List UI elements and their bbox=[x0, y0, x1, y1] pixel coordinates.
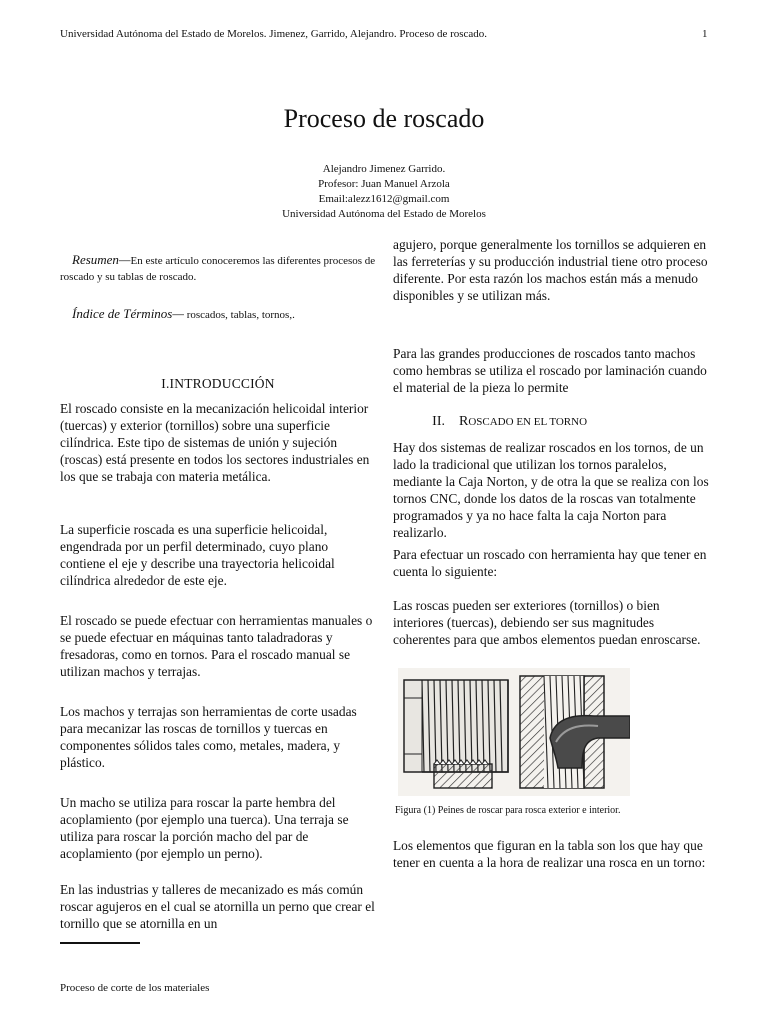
index-terms-text: roscados, tablas, tornos,. bbox=[183, 309, 295, 321]
section-2-paragraph: Hay dos sistemas de realizar roscados en los tornos, de un lado la tradicional que utilizan los tornos paralelos, mediante la Caja Norton, y de otra la que se realiza con los tornos CNC, donde los datos de la roscas van totalmente programados y ya no hace falta la caja Norton para realizarlo. bbox=[393, 440, 709, 540]
author-institution: Universidad Autónoma del Estado de Morelos bbox=[282, 208, 486, 220]
section-1-paragraph: El roscado se puede efectuar con herramientas manuales o se puede efectuar en máquinas tanto taladradoras y fresadoras, como en tornos. Para el roscado manual se utilizan machos y terrajas. bbox=[60, 613, 373, 679]
running-header: Universidad Autónoma del Estado de Morelos. Jimenez, Garrido, Alejandro. Proceso de roscado. bbox=[60, 28, 488, 40]
abstract-label: Resumen— bbox=[72, 252, 131, 267]
footnote: Proceso de corte de los materiales bbox=[60, 982, 210, 994]
paper-title: Proceso de roscado bbox=[283, 104, 485, 133]
thread-comb-illustration bbox=[398, 668, 630, 796]
section-2-number: II. bbox=[432, 414, 445, 429]
right-column-paragraph: agujero, porque generalmente los tornillos se adquieren en las ferreterías y su producción industrial tiene otro proceso diferente. Por esta razón los machos están más a menudo disponibles y se utilizan más. bbox=[393, 237, 708, 303]
author-block bbox=[0, 162, 768, 222]
section-1-paragraph: La superficie roscada es una superficie helicoidal, engendrada por un perfil determinado, cuyo plano contiene el eje y describe una trayectoria helicoidal cilíndrica alrededor de este eje. bbox=[60, 522, 335, 588]
author-name: Alejandro Jimenez Garrido. bbox=[322, 163, 446, 175]
figure-caption: Figura (1) Peines de roscar para rosca exterior e interior. bbox=[395, 805, 621, 816]
section-2-heading bbox=[393, 414, 711, 430]
section-2-title-initial: R bbox=[459, 414, 469, 429]
thread-comb-figure bbox=[398, 668, 630, 796]
index-terms-label: Índice de Términos— bbox=[72, 306, 184, 321]
footnote-rule bbox=[60, 942, 140, 944]
abstract-text: En este artículo conoceremos las diferentes procesos de roscado y su tablas de roscado. bbox=[60, 255, 376, 283]
abstract bbox=[60, 252, 378, 285]
author-email: Email:alezz1612@gmail.com bbox=[318, 193, 450, 205]
section-1-paragraph: En las industrias y talleres de mecanizado es más común roscar agujeros en el cual se atornilla un perno que crear el tornillo que se atornilla en un bbox=[60, 882, 375, 931]
author-professor: Profesor: Juan Manuel Arzola bbox=[318, 178, 450, 190]
section-1-paragraph: Los machos y terrajas son herramientas de corte usadas para mecanizar las roscas de tornillos y tuercas en componentes sólidos tales como, metales, madera, y plástico. bbox=[60, 704, 357, 770]
section-2-paragraph: Los elementos que figuran en la tabla son los que hay que tener en cuenta a la hora de realizar una rosca en un torno: bbox=[393, 838, 706, 870]
page-number: 1 bbox=[702, 28, 708, 40]
section-1-heading: I.INTRODUCCIÓN bbox=[161, 376, 275, 391]
section-1-paragraph: El roscado consiste en la mecanización helicoidal interior (tuercas) y exterior (tornillos) sobre una superficie cilíndrica. Este tipo de sistemas de unión y sujeción (roscas) está presente en todos los sectores industriales en los que se trabaja con materia metálica. bbox=[60, 401, 370, 484]
section-1-paragraph: Un macho se utiliza para roscar la parte hembra del acoplamiento (por ejemplo una tuerca). Una terraja se utiliza para roscar la porción macho del par de acoplamiento (por ejemplo un perno). bbox=[60, 795, 349, 861]
index-terms bbox=[60, 306, 378, 322]
section-2-paragraph: Las roscas pueden ser exteriores (tornillos) o bien interiores (tuercas), debiendo ser sus magnitudes coherentes para que ambos elementos puedan enroscarse. bbox=[393, 598, 701, 647]
section-2-paragraph: Para efectuar un roscado con herramienta hay que tener en cuenta lo siguiente: bbox=[393, 547, 707, 579]
section-2-title-rest: OSCADO EN EL TORNO bbox=[468, 416, 588, 428]
right-column-paragraph: Para las grandes producciones de roscados tanto machos como hembras se utiliza el roscado por laminación cuando el material de la pieza lo permite bbox=[393, 346, 707, 395]
